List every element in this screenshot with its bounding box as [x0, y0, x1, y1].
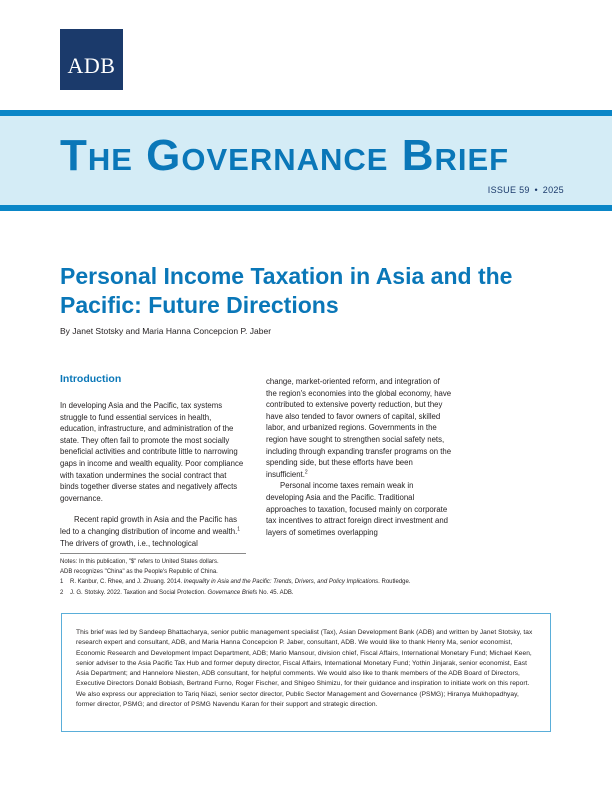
- footnote-divider: [60, 553, 246, 554]
- footnote-2-title: Governance Briefs: [207, 589, 258, 596]
- intro-paragraph-3-text: change, market-oriented reform, and integration of the region's economies into the global economy, have contributed to extensive poverty reduction, but they have also tended to favor owners of capital, skilled labor, and urbanized regions. Governments in the region have sought to strengthen social safety nets, including through expanding transfer programs on the spending side, but these efforts have been insufficient.: [266, 377, 452, 479]
- article-title: Personal Income Taxation in Asia and the Pacific: Future Directions: [60, 263, 513, 318]
- column-right: [266, 376, 452, 538]
- publication-title: The Governance Brief: [60, 131, 510, 180]
- issue-info: [488, 185, 564, 195]
- adb-logo[interactable]: [60, 29, 123, 90]
- intro-paragraph-3: [266, 376, 452, 480]
- intro-paragraph-1: In developing Asia and the Pacific, tax systems struggle to fund essential services in health, education, infrastructure, and administration of the state. They often fail to promote the most socially beneficial activities and contribute little to narrowing gaps in income and wealth equality. Poor compliance with taxation undermines the social contract that binds together diverse states and negatively affects governance.: [60, 401, 244, 503]
- footnote-1-text: R. Kanbur, C. Rhee, and J. Zhuang. 2014.: [70, 579, 184, 586]
- column-left: [60, 373, 246, 549]
- intro-paragraph-2: [60, 514, 246, 549]
- intro-paragraph-4: Personal income taxes remain weak in developing Asia and the Pacific. Traditional approaches to taxation, focused mainly on corporate tax incentives to attract foreign direct investment and layers of sometimes overlapping: [266, 481, 449, 537]
- footnote-2-number: 2: [60, 589, 64, 596]
- footnote-note-china: ADB recognizes "China" as the People's Republic of China.: [60, 569, 218, 576]
- acknowledgment-box: [61, 613, 551, 732]
- article-authors: By Janet Stotsky and Maria Hanna Concepcion P. Jaber: [60, 326, 272, 336]
- footnote-1-number: 1: [60, 579, 64, 586]
- footnote-1: [60, 577, 560, 587]
- issue-year: 2025: [542, 185, 564, 195]
- acknowledgment-text: This brief was led by Sandeep Bhattacharya, senior public management specialist (Tax), Asian Development Bank (ADB) and written by Janet Stotsky, tax research expert and consultant, ADB, and Maria Hanna Concepcion P. Jaber, consultant, ADB. We would like to thank Henry Ma, senior economist, Economic Research and Development Impact Department, ADB; Mario Mansour, division chief, Fiscal Affairs, International Monetary Fund; Michael Keen, senior adviser to the Asia Pacific Tax Hub and former deputy director, Fiscal Affairs, International Monetary Fund; Yothin Jinjarak, senior economist, East Asia Department; and Hannelore Niesten, ADB consultant, for helpful comments. We would also like to thank members of the ADB Board of Directors, Executive Directors Donald Bobiash, Bertrand Furno, Roger Fischer, and Shigeo Shimizu, for their guidance and inspiration to initiate work on this report. We also express our appreciation to Tariq Niazi, senior sector director, Public Sector Management and Governance (PSMG); Hiranya Mukhopadhyay, former director, PSMG; and director of PSMG Navendu Karan for their support and strategic direction.: [76, 629, 533, 709]
- intro-paragraph-2-text: Recent rapid growth in Asia and the Pacific has led to a changing distribution of income and wealth.: [60, 515, 238, 536]
- footnote-ref-1[interactable]: 1: [237, 526, 241, 533]
- issue-separator: •: [534, 185, 538, 195]
- logo-text: ADB: [67, 53, 116, 78]
- header-rule-bottom: [0, 205, 612, 211]
- footnote-2-text: J. G. Stotsky. 2022. Taxation and Social Protection.: [70, 589, 208, 596]
- footnote-ref-2[interactable]: 2: [304, 469, 308, 476]
- section-heading-introduction: Introduction: [60, 373, 122, 385]
- intro-paragraph-2-tail: The drivers of growth, i.e., technological: [60, 538, 198, 548]
- footnote-1-tail: . Routledge.: [378, 579, 411, 586]
- footnote-note-currency: Notes: In this publication, "$" refers to United States dollars.: [60, 559, 219, 565]
- issue-label: ISSUE 59: [487, 185, 530, 195]
- footnote-1-title: Inequality in Asia and the Pacific: Trends, Drivers, and Policy Implications: [183, 579, 379, 586]
- footnote-2: [60, 588, 560, 598]
- footnotes: [60, 557, 560, 598]
- footnote-2-tail: No. 45. ADB.: [257, 589, 294, 596]
